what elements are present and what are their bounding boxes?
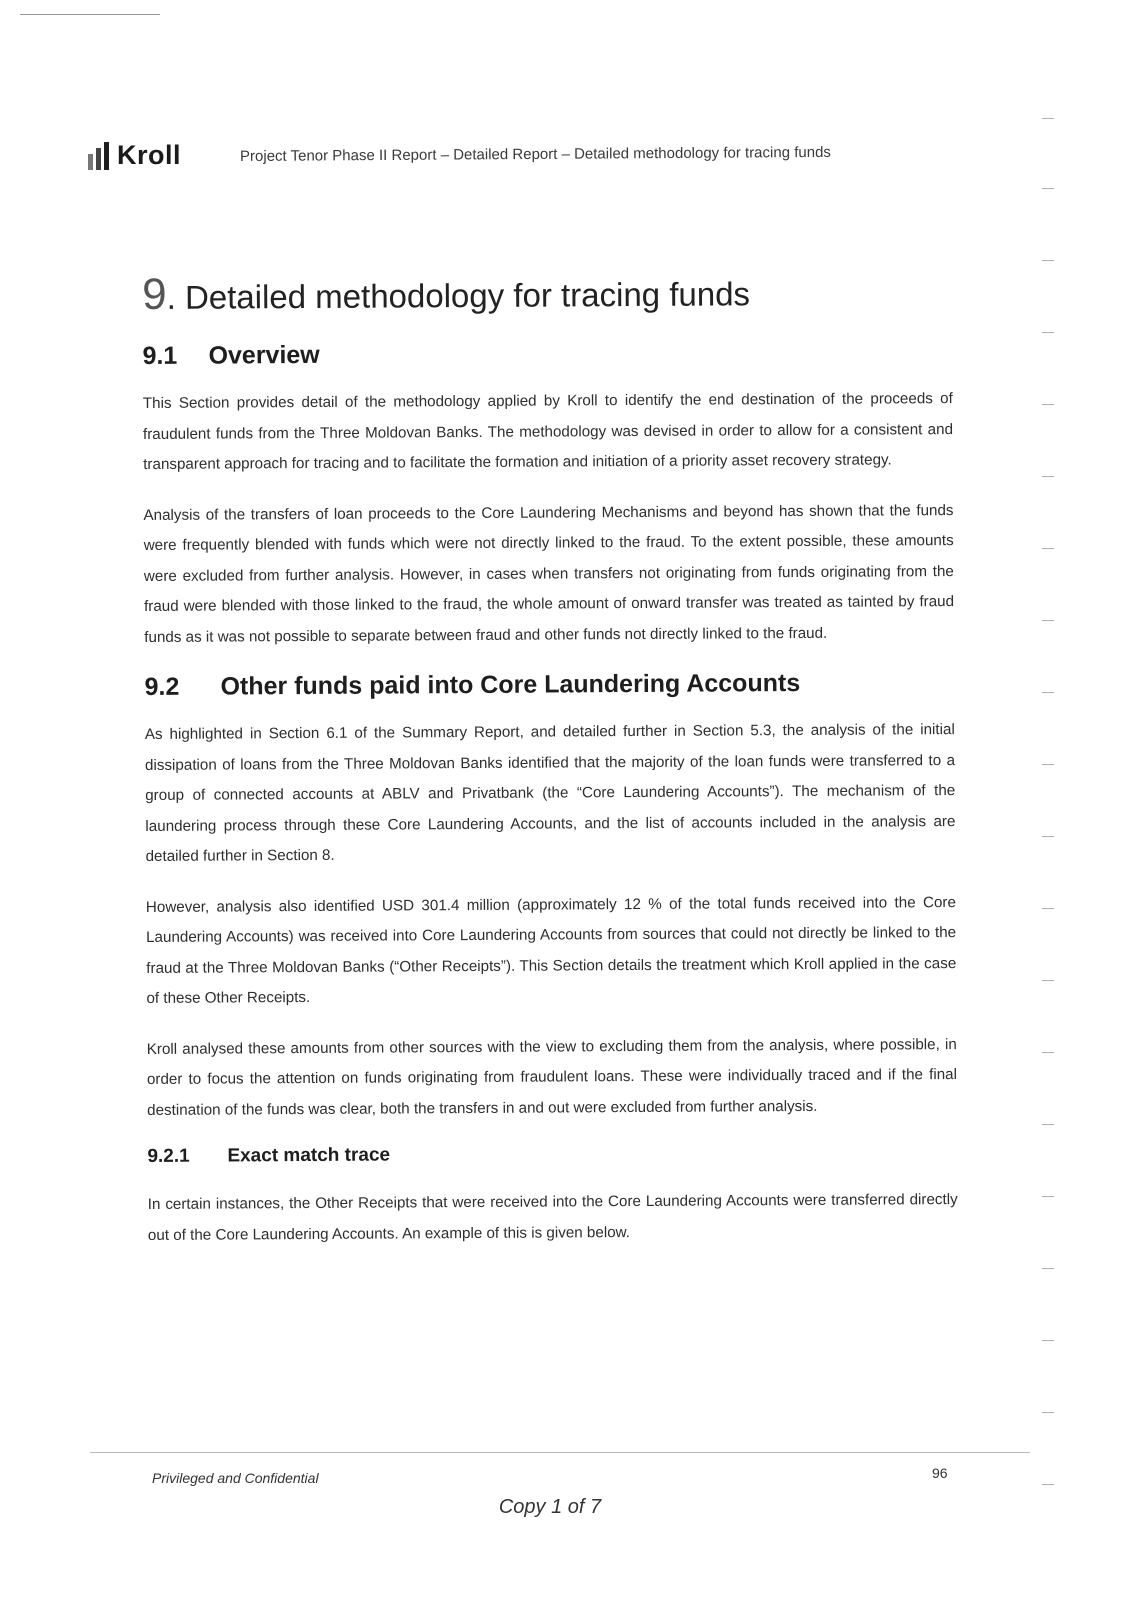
paragraph: However, analysis also identified USD 301.4 million (approximately 12 % of the total funds received into the Core Laundering Accounts) was received into Core Laundering Accounts from sources that could not directly be linked to the fraud at the Three Moldovan Banks (“Other Receipts”). This Section details the treatment which Kroll applied in the case of these Other Receipts. (145, 893, 957, 1007)
subsection-number: 9.1 (142, 341, 178, 370)
paragraph: In certain instances, the Other Receipts that were received into the Core Laundering Accounts were transferred directly out of the Core Laundering Accounts. An example of this is given below. (147, 1191, 958, 1244)
subsection-title: Overview (208, 340, 320, 370)
subsection-number: 9.2 (144, 672, 180, 701)
section-title: Detailed methodology for tracing funds (184, 275, 751, 316)
section-heading (142, 265, 952, 320)
subsubsection-number: 9.2.1 (147, 1145, 190, 1167)
logo-text: Kroll (117, 140, 182, 170)
subsubsection-heading-exact-match (147, 1141, 957, 1168)
paragraph: As highlighted in Section 6.1 of the Summary Report, and detailed further in Section 5.3, the analysis of the initial dissipation of loans from the Three Moldovan Banks identified that the majority of the loan funds were transferred to a group of connected accounts at ABLV and Privatbank (the “Core Laundering Accounts”). The mechanism of the laundering process through these Core Laundering Accounts, and the list of accounts included in the analysis are detailed further in Section 8. (144, 721, 956, 865)
subsection-heading-other-funds (144, 668, 954, 702)
paragraph: This Section provides detail of the methodology applied by Kroll to identify the end destination of the proceeds of fraudulent funds from the Three Moldovan Banks. The methodology was devised in order to allow for a consistent and transparent approach for tracing and to facilitate the formation and initiation of a priority asset recovery strategy. (142, 390, 954, 473)
page-number: 96 (932, 1465, 948, 1481)
top-rule (20, 14, 160, 15)
document-body (142, 265, 958, 1271)
subsubsection-title: Exact match trace (227, 1144, 391, 1167)
section-number-dot: . (166, 278, 186, 316)
kroll-logo (88, 140, 181, 171)
subsection-heading-overview (142, 337, 952, 371)
paragraph: Analysis of the transfers of loan proceeds to the Core Laundering Mechanisms and beyond has shown that the funds were frequently blended with funds which were not directly linked to the fraud. To the extent possible, these amounts were excluded from further analysis. However, in cases when transfers not originating from funds originating from the fraud were blended with those linked to the fraud, the whole amount of onward transfer was treated as tainted by fraud funds as it was not possible to separate between fraud and other funds not directly linked to the fraud. (143, 501, 955, 646)
page-header (88, 140, 968, 180)
footer-rule (90, 1452, 1030, 1453)
footer-confidential: Privileged and Confidential (152, 1470, 319, 1486)
kroll-logo-icon (88, 142, 109, 170)
subsection-title: Other funds paid into Core Laundering Accounts (220, 668, 801, 701)
paragraph: Kroll analysed these amounts from other sources with the view to excluding them from the analysis, where possible, in order to focus the attention on funds originating from fraudulent loans. These were individually traced and if the final destination of the funds was clear, both the transfers in and out were excluded from further analysis. (146, 1035, 957, 1119)
header-title: Project Tenor Phase II Report – Detailed Report – Detailed methodology for tracing funds (239, 143, 831, 165)
section-number: 9 (142, 269, 167, 319)
copy-number: Copy 1 of 7 (498, 1496, 602, 1518)
